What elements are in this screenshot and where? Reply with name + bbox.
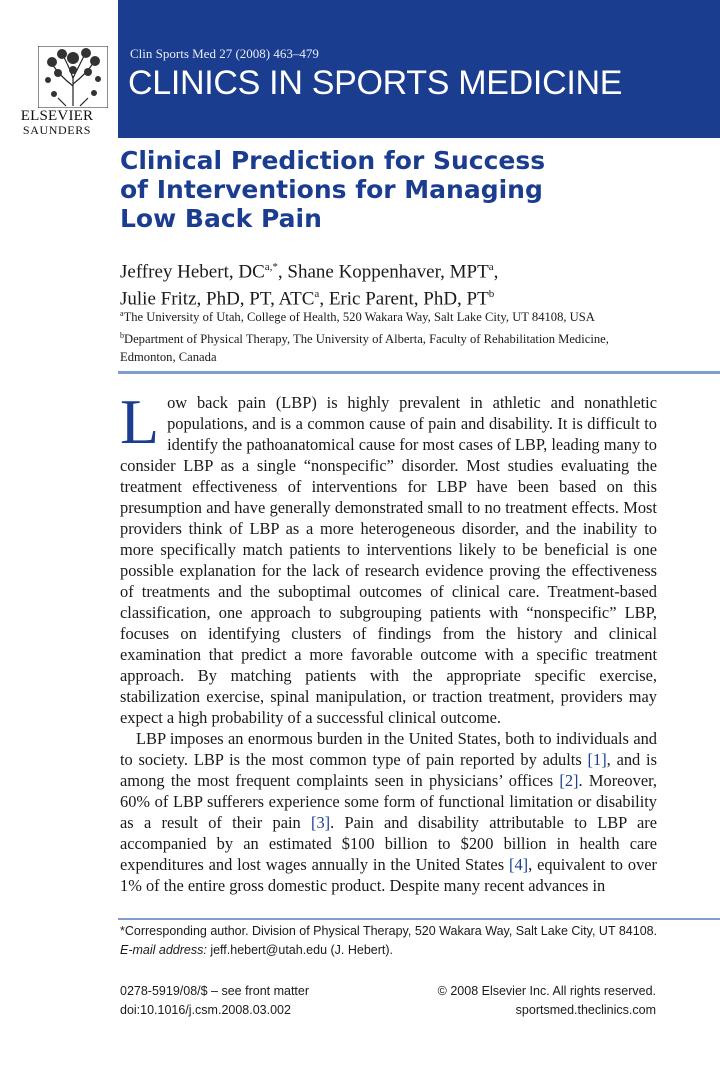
issn-line: 0278-5919/08/$ – see front matter [120,984,310,998]
paragraph-text: . Pain and disability attributable to LBP are accompanied by an estimated $100 billion to $200 billion in health care expenditures and lost wages annually in the United States [120,813,657,874]
author-name: Eric Parent, PhD, PT [328,288,489,310]
footnote-text: *Corresponding author. Division of Physical Therapy, 520 Wakara Way, Salt Lake City, UT 84108. [120,924,658,938]
author-separator: , [319,288,329,310]
article-title [120,146,680,233]
paragraph-text: , equivalent to over 1% of the entire gross domestic product. Despite many recent advances in [120,855,657,895]
front-matter [120,982,309,1020]
journal-banner [118,0,720,138]
paragraph-text: LBP imposes an enormous burden in the United States, both to individuals and to society. LBP is the most common type of pain reported by adults [120,729,657,769]
author-list [120,256,498,311]
author-separator: , [277,261,288,283]
citation-link[interactable]: [3] [311,813,331,832]
journal-url[interactable]: sportsmed.theclinics.com [515,1003,656,1017]
publisher-name: ELSEVIER [20,108,94,124]
copyright-line: © 2008 Elsevier Inc. All rights reserved. [437,984,656,998]
publisher-imprint: SAUNDERS [22,123,92,137]
author-separator: , [493,261,499,283]
paragraph [120,728,657,896]
article-title-line: of Interventions for Managing [120,175,543,204]
affiliations [120,305,660,367]
footnote-divider [118,918,720,920]
author-line [120,256,498,283]
author-affiliation-marker: b [488,288,495,301]
paragraph-text: ow back pain (LBP) is highly prevalent in athletic and nonathletic populations, and is a common cause of pain and disability. It is difficult to identify the pathoanatomical cause for most cases of LBP, leading many to consider LBP as a single “nonspecific” disorder. Most studies evaluating the treatment effectiveness of interventions for LBP have been based on this presumption and have generally demonstrated small to no treatment effects. Most providers think of LBP as a more heterogeneous disorder, and the inability to more specifically match patients to interventions likely to be beneficial is one possible explanation for the lack of research evidence proving the effectiveness of treatments and the suboptimal outcomes of clinical care. Treatment-based classification, one approach to subgrouping patients with “nonspecific” LBP, focuses on identifying clusters of findings from the history and clinical examination that predict a more favorable outcome with a specific treatment approach. By matching patients with the appropriate specific exercise, stabilization exercise, spinal manipulation, or traction treatment, providers may expect a high probability of a successful clinical outcome. [120,393,657,727]
author-affiliation-marker: a [488,261,494,273]
article-title-line: Clinical Prediction for Success [120,146,546,175]
affiliation-item [120,305,660,327]
author-affiliation-marker: a,* [264,261,278,273]
affiliation-item [120,327,660,367]
header-divider [118,371,720,374]
author-name: Julie Fritz, PhD, PT, ATC [120,288,315,310]
copyright-block [438,982,656,1020]
author-affiliation-marker: a [314,288,320,301]
citation-link[interactable]: [2] [559,771,579,790]
doi-line[interactable]: doi:10.1016/j.csm.2008.03.002 [120,1003,291,1017]
corresponding-author-footnote [120,922,660,959]
journal-citation: Clin Sports Med 27 (2008) 463–479 [130,46,319,61]
affiliation-marker: b [120,330,124,340]
author-name: Shane Koppenhaver, MPT [287,261,489,283]
affiliation-marker: a [120,309,124,318]
journal-title: CLINICS IN SPORTS MEDICINE [128,64,623,102]
paragraph-text: . Moreover, 60% of LBP sufferers experience some form of functional limitation or disability as a result of their pain [120,771,658,832]
affiliation-text: The University of Utah, College of Health, 520 Wakara Way, Salt Lake City, UT 84108, USA [123,310,595,325]
email-address[interactable]: jeff.hebert@utah.edu (J. Hebert). [206,942,394,957]
citation-link[interactable]: [1] [587,750,607,769]
email-label: E-mail address: [120,942,207,957]
article-title-line: Low Back Pain [120,204,322,233]
paragraph-text: , and is among the most frequent complaints seen in physicians’ offices [120,750,657,790]
paragraph [120,386,657,728]
elsevier-tree-icon [38,46,108,108]
affiliation-text: Department of Physical Therapy, The University of Alberta, Faculty of Rehabilitation Medicine, Edmonton, Canada [120,331,609,365]
publisher-logo [0,0,118,140]
author-name: Jeffrey Hebert, DC [120,261,265,283]
article-body [120,386,658,896]
drop-cap: L [120,386,160,457]
citation-link[interactable]: [4] [508,855,529,874]
